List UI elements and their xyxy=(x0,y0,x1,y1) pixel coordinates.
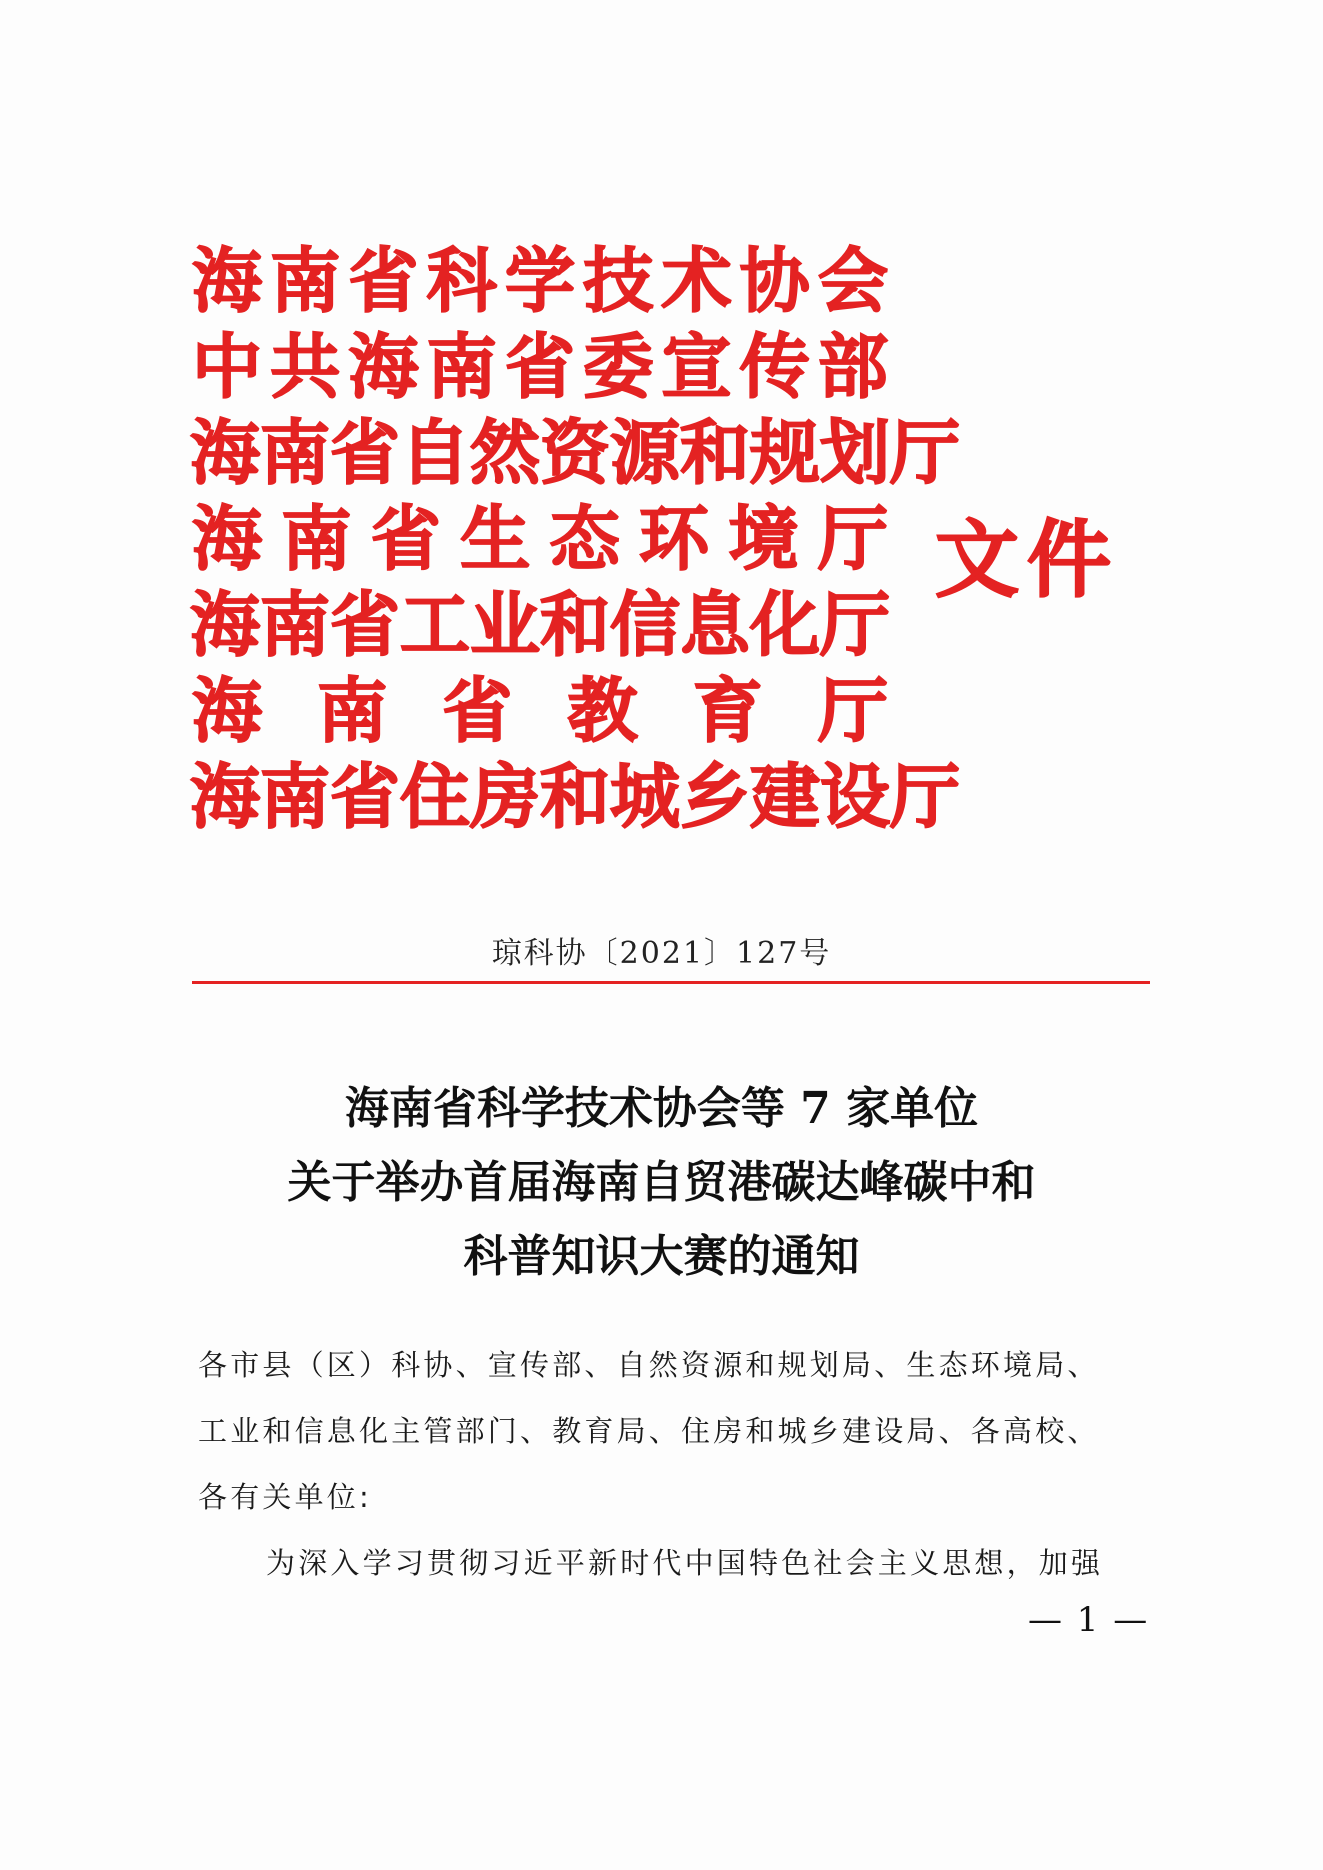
issuer-line: 海 南 省 科 学 技 术 协 会 xyxy=(192,240,888,322)
title-line-3: 科普知识大赛的通知 xyxy=(463,1231,860,1282)
issuer-line: 海 南 省 自 然 资 源 和 规 划 厅 xyxy=(190,412,960,494)
page-number: — 1 — xyxy=(1028,1600,1150,1640)
document-body xyxy=(198,1332,1153,1596)
recipients-line-1: 各市县（区）科协、宣传部、自然资源和规划局、生态环境局、 xyxy=(198,1348,1100,1382)
issuer-line: 海 南 省 教 育 厅 xyxy=(192,670,888,752)
document-title xyxy=(0,1072,1323,1294)
issuer-line: 海 南 省 工 业 和 信 息 化 厅 xyxy=(190,584,890,666)
issuer-line: 中 共 海 南 省 委 宣 传 部 xyxy=(192,326,888,408)
issuer-list xyxy=(190,238,960,840)
issuer-line: 海 南 省 住 房 和 城 乡 建 设 厅 xyxy=(190,756,960,838)
issuer-line: 海 南 省 生 态 环 境 厅 xyxy=(192,498,888,580)
document-number: 琼科协〔2021〕127号 xyxy=(491,936,832,971)
document-type-label: 文件 xyxy=(935,511,1120,609)
recipients-line-2: 工业和信息化主管部门、教育局、住房和城乡建设局、各高校、 xyxy=(198,1414,1100,1448)
red-divider-line xyxy=(192,981,1150,984)
title-line-2: 关于举办首届海南自贸港碳达峰碳中和 xyxy=(287,1157,1036,1208)
paragraph-line-1: 为深入学习贯彻习近平新时代中国特色社会主义思想，加强 xyxy=(266,1546,1104,1580)
recipients-line-3: 各有关单位: xyxy=(198,1480,372,1514)
title-line-1: 海南省科学技术协会等 7 家单位 xyxy=(344,1083,979,1134)
